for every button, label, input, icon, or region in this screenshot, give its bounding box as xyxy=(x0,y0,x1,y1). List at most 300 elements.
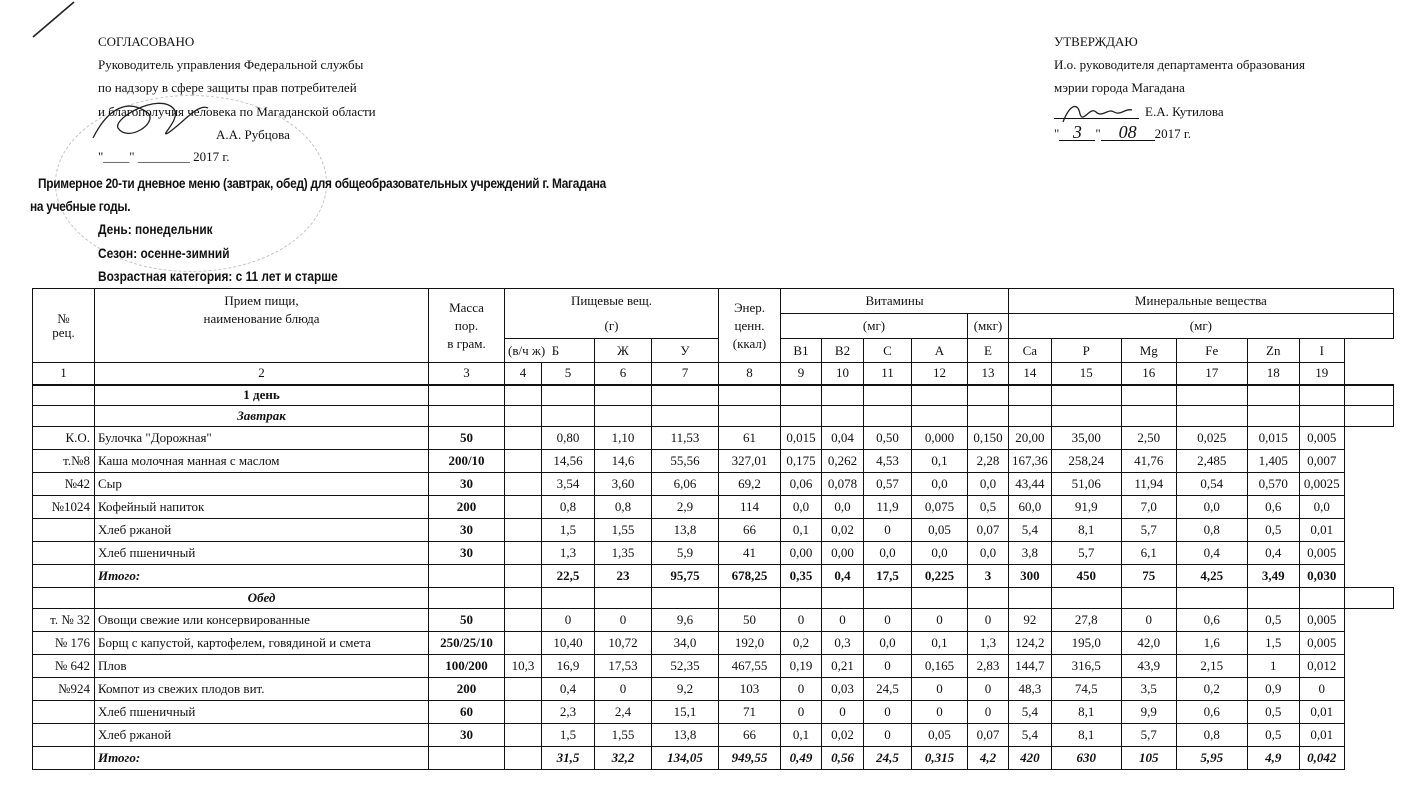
total-c: 24,5 xyxy=(864,747,912,770)
value-vch xyxy=(505,542,542,565)
value-i: 0,01 xyxy=(1299,701,1344,724)
column-number: 1 xyxy=(33,363,95,385)
value-kcal: 192,0 xyxy=(719,632,781,655)
header-fe: Fe xyxy=(1176,339,1247,363)
value-zn: 0,570 xyxy=(1247,473,1299,496)
value-ca: 144,7 xyxy=(1009,655,1052,678)
value-a: 0 xyxy=(912,701,968,724)
value-e: 0,5 xyxy=(968,496,1009,519)
table-row xyxy=(33,724,1394,747)
total-label: Итого: xyxy=(95,565,429,588)
value-kcal: 103 xyxy=(719,678,781,701)
value-b1: 0,175 xyxy=(781,450,822,473)
value-kcal: 71 xyxy=(719,701,781,724)
total-a: 0,225 xyxy=(912,565,968,588)
value-zn: 1 xyxy=(1247,655,1299,678)
empty-cell xyxy=(1121,385,1176,406)
empty-cell xyxy=(33,406,95,427)
value-b: 2,3 xyxy=(542,701,595,724)
header-zh: Ж xyxy=(595,339,652,363)
table-row xyxy=(33,427,1394,450)
empty-cell xyxy=(505,747,542,770)
value-zh: 1,55 xyxy=(595,724,652,747)
recipe-number: №42 xyxy=(33,473,95,496)
total-zn: 3,49 xyxy=(1247,565,1299,588)
value-i: 0,005 xyxy=(1299,609,1344,632)
empty-cell xyxy=(505,588,542,609)
empty-cell xyxy=(1247,588,1299,609)
value-b2: 0 xyxy=(822,701,864,724)
value-a: 0,0 xyxy=(912,473,968,496)
table-row xyxy=(33,609,1394,632)
total-mg: 75 xyxy=(1121,565,1176,588)
value-b1: 0,015 xyxy=(781,427,822,450)
total-zh: 23 xyxy=(595,565,652,588)
total-i: 0,042 xyxy=(1299,747,1344,770)
total-b: 22,5 xyxy=(542,565,595,588)
value-mg: 5,7 xyxy=(1121,519,1176,542)
value-p: 8,1 xyxy=(1051,519,1121,542)
value-b: 1,3 xyxy=(542,542,595,565)
day-row xyxy=(33,385,1394,406)
portion-mass: 250/25/10 xyxy=(429,632,505,655)
portion-mass: 30 xyxy=(429,519,505,542)
value-u: 13,8 xyxy=(652,724,719,747)
total-ca: 420 xyxy=(1009,747,1052,770)
column-number: 15 xyxy=(1051,363,1121,385)
value-b2: 0,03 xyxy=(822,678,864,701)
total-u: 134,05 xyxy=(652,747,719,770)
total-mg: 105 xyxy=(1121,747,1176,770)
total-b1: 0,35 xyxy=(781,565,822,588)
value-kcal: 41 xyxy=(719,542,781,565)
value-b: 16,9 xyxy=(542,655,595,678)
value-ca: 60,0 xyxy=(1009,496,1052,519)
empty-cell xyxy=(719,588,781,609)
empty-cell xyxy=(822,406,864,427)
value-a: 0,05 xyxy=(912,519,968,542)
total-b: 31,5 xyxy=(542,747,595,770)
value-zn: 0,9 xyxy=(1247,678,1299,701)
value-b2: 0,0 xyxy=(822,496,864,519)
empty-cell xyxy=(1344,588,1393,609)
menu-table xyxy=(32,288,1394,770)
value-fe: 2,15 xyxy=(1176,655,1247,678)
value-a: 0,165 xyxy=(912,655,968,678)
empty-cell xyxy=(719,406,781,427)
total-kcal: 949,55 xyxy=(719,747,781,770)
value-u: 9,2 xyxy=(652,678,719,701)
column-number: 10 xyxy=(822,363,864,385)
value-c: 24,5 xyxy=(864,678,912,701)
empty-cell xyxy=(1121,406,1176,427)
value-p: 51,06 xyxy=(1051,473,1121,496)
empty-cell xyxy=(1299,406,1344,427)
empty-cell xyxy=(912,385,968,406)
empty-cell xyxy=(912,588,968,609)
value-i: 0,005 xyxy=(1299,427,1344,450)
portion-mass: 200 xyxy=(429,678,505,701)
column-number: 8 xyxy=(719,363,781,385)
empty-cell xyxy=(429,565,505,588)
value-mg: 3,5 xyxy=(1121,678,1176,701)
header-ca: Ca xyxy=(1009,339,1052,363)
value-i: 0,005 xyxy=(1299,542,1344,565)
empty-cell xyxy=(505,385,542,406)
value-kcal: 66 xyxy=(719,724,781,747)
value-ca: 43,44 xyxy=(1009,473,1052,496)
date-day: 3 xyxy=(1059,124,1095,141)
value-u: 9,6 xyxy=(652,609,719,632)
column-number: 7 xyxy=(652,363,719,385)
column-number-row xyxy=(33,363,1394,385)
empty-cell xyxy=(652,588,719,609)
empty-cell xyxy=(1009,406,1052,427)
header-b1: B1 xyxy=(781,339,822,363)
season-label: Сезон: осенне-зимний xyxy=(98,246,230,261)
value-zh: 2,4 xyxy=(595,701,652,724)
header-rec-no: № рец. xyxy=(33,289,95,363)
portion-mass: 100/200 xyxy=(429,655,505,678)
pen-stroke-mark xyxy=(30,0,80,40)
value-a: 0,1 xyxy=(912,632,968,655)
value-fe: 1,6 xyxy=(1176,632,1247,655)
value-zn: 1,405 xyxy=(1247,450,1299,473)
approval-right-heading: УТВЕРЖДАЮ xyxy=(1054,34,1138,49)
header-nutrients-unit: (г) xyxy=(505,314,719,339)
value-mg: 11,94 xyxy=(1121,473,1176,496)
header-minerals-unit: (мг) xyxy=(1009,314,1394,339)
empty-cell xyxy=(652,406,719,427)
header-energy: Энер. ценн. (ккал) xyxy=(719,289,781,363)
value-zn: 0,5 xyxy=(1247,724,1299,747)
empty-cell xyxy=(1247,406,1299,427)
value-fe: 0,8 xyxy=(1176,724,1247,747)
approval-left-line: и благополучия человека по Магаданской области xyxy=(98,104,376,119)
column-number: 11 xyxy=(864,363,912,385)
dish-name: Овощи свежие или консервированные xyxy=(95,609,429,632)
empty-cell xyxy=(1051,385,1121,406)
value-i: 0 xyxy=(1299,678,1344,701)
empty-cell xyxy=(864,588,912,609)
value-mg: 9,9 xyxy=(1121,701,1176,724)
value-u: 15,1 xyxy=(652,701,719,724)
value-ca: 167,36 xyxy=(1009,450,1052,473)
empty-cell xyxy=(1344,406,1393,427)
value-b1: 0 xyxy=(781,701,822,724)
dish-name: Борщ с капустой, картофелем, говядиной и смета xyxy=(95,632,429,655)
empty-cell xyxy=(1121,588,1176,609)
value-zn: 0,6 xyxy=(1247,496,1299,519)
dish-name: Кофейный напиток xyxy=(95,496,429,519)
value-fe: 0,8 xyxy=(1176,519,1247,542)
value-c: 0,57 xyxy=(864,473,912,496)
value-b: 0,4 xyxy=(542,678,595,701)
value-e: 0,07 xyxy=(968,724,1009,747)
value-fe: 2,485 xyxy=(1176,450,1247,473)
value-vch xyxy=(505,724,542,747)
dish-name: Хлеб пшеничный xyxy=(95,701,429,724)
empty-cell xyxy=(822,588,864,609)
value-ca: 5,4 xyxy=(1009,701,1052,724)
empty-cell xyxy=(864,385,912,406)
total-b2: 0,4 xyxy=(822,565,864,588)
day-row-label: 1 день xyxy=(95,385,429,406)
value-a: 0,000 xyxy=(912,427,968,450)
value-b1: 0 xyxy=(781,609,822,632)
value-b1: 0,1 xyxy=(781,519,822,542)
header-c: C xyxy=(864,339,912,363)
date-month: 08 xyxy=(1101,124,1155,141)
value-a: 0 xyxy=(912,609,968,632)
column-number: 18 xyxy=(1247,363,1299,385)
value-p: 316,5 xyxy=(1051,655,1121,678)
value-i: 0,01 xyxy=(1299,519,1344,542)
value-b: 0,80 xyxy=(542,427,595,450)
value-b2: 0 xyxy=(822,609,864,632)
value-b1: 0 xyxy=(781,678,822,701)
header-minerals: Минеральные вещества xyxy=(1009,289,1394,314)
value-p: 8,1 xyxy=(1051,701,1121,724)
total-fe: 5,95 xyxy=(1176,747,1247,770)
header-nutrients: Пищевые вещ. xyxy=(505,289,719,314)
approval-left-line: по надзору в сфере защиты прав потребителей xyxy=(98,80,357,95)
value-zh: 0 xyxy=(595,678,652,701)
column-number: 6 xyxy=(595,363,652,385)
value-i: 0,005 xyxy=(1299,632,1344,655)
value-kcal: 467,55 xyxy=(719,655,781,678)
empty-cell xyxy=(33,588,95,609)
value-p: 35,00 xyxy=(1051,427,1121,450)
approval-right-line: И.о. руководителя департамента образования xyxy=(1054,57,1305,72)
value-b: 3,54 xyxy=(542,473,595,496)
value-c: 0 xyxy=(864,701,912,724)
empty-cell xyxy=(1176,385,1247,406)
empty-cell xyxy=(968,385,1009,406)
value-vch xyxy=(505,678,542,701)
header-mg: Mg xyxy=(1121,339,1176,363)
value-u: 13,8 xyxy=(652,519,719,542)
recipe-number: № 176 xyxy=(33,632,95,655)
header-vitamins-unit-mcg: (мкг) xyxy=(968,314,1009,339)
empty-cell xyxy=(542,588,595,609)
value-b: 10,40 xyxy=(542,632,595,655)
age-category-label: Возрастная категория: с 11 лет и старше xyxy=(98,269,338,284)
column-number: 12 xyxy=(912,363,968,385)
dish-name: Компот из свежих плодов вит. xyxy=(95,678,429,701)
value-p: 74,5 xyxy=(1051,678,1121,701)
value-c: 0,0 xyxy=(864,542,912,565)
empty-cell xyxy=(1009,588,1052,609)
value-mg: 43,9 xyxy=(1121,655,1176,678)
value-ca: 92 xyxy=(1009,609,1052,632)
value-e: 1,3 xyxy=(968,632,1009,655)
table-row xyxy=(33,701,1394,724)
total-ca: 300 xyxy=(1009,565,1052,588)
document-title-line2: на учебные годы. xyxy=(30,199,131,214)
value-i: 0,012 xyxy=(1299,655,1344,678)
value-e: 0,150 xyxy=(968,427,1009,450)
approval-left-heading: СОГЛАСОВАНО xyxy=(98,34,195,49)
portion-mass: 200/10 xyxy=(429,450,505,473)
table-row xyxy=(33,678,1394,701)
header-zn: Zn xyxy=(1247,339,1299,363)
recipe-number: №924 xyxy=(33,678,95,701)
value-b1: 0,19 xyxy=(781,655,822,678)
table-row xyxy=(33,542,1394,565)
section-row-label: Обед xyxy=(95,588,429,609)
value-e: 0 xyxy=(968,701,1009,724)
value-u: 52,35 xyxy=(652,655,719,678)
approval-left-date: "____" ________ 2017 г. xyxy=(98,149,230,164)
empty-cell xyxy=(595,406,652,427)
total-b2: 0,56 xyxy=(822,747,864,770)
value-b1: 0,06 xyxy=(781,473,822,496)
empty-cell xyxy=(1051,588,1121,609)
recipe-number: № 642 xyxy=(33,655,95,678)
empty-cell xyxy=(968,406,1009,427)
column-number: 4 xyxy=(505,363,542,385)
value-mg: 6,1 xyxy=(1121,542,1176,565)
value-u: 55,56 xyxy=(652,450,719,473)
value-ca: 20,00 xyxy=(1009,427,1052,450)
column-number: 3 xyxy=(429,363,505,385)
recipe-number xyxy=(33,519,95,542)
value-vch xyxy=(505,450,542,473)
total-u: 95,75 xyxy=(652,565,719,588)
recipe-number: К.О. xyxy=(33,427,95,450)
dish-name: Плов xyxy=(95,655,429,678)
value-kcal: 50 xyxy=(719,609,781,632)
value-e: 0,0 xyxy=(968,473,1009,496)
empty-cell xyxy=(33,747,95,770)
empty-cell xyxy=(1176,406,1247,427)
table-row xyxy=(33,632,1394,655)
empty-cell xyxy=(505,565,542,588)
empty-cell xyxy=(429,588,505,609)
value-c: 0 xyxy=(864,519,912,542)
dish-name: Каша молочная манная с маслом xyxy=(95,450,429,473)
empty-cell xyxy=(1299,385,1344,406)
value-fe: 0,0 xyxy=(1176,496,1247,519)
value-mg: 0 xyxy=(1121,609,1176,632)
value-e: 2,28 xyxy=(968,450,1009,473)
date-year: 2017 г. xyxy=(1154,126,1191,141)
header-u: У xyxy=(652,339,719,363)
header-i: I xyxy=(1299,339,1344,363)
value-b2: 0,00 xyxy=(822,542,864,565)
value-p: 8,1 xyxy=(1051,724,1121,747)
empty-cell xyxy=(542,406,595,427)
value-b: 1,5 xyxy=(542,724,595,747)
empty-cell xyxy=(1176,588,1247,609)
recipe-number xyxy=(33,724,95,747)
value-kcal: 327,01 xyxy=(719,450,781,473)
value-b2: 0,04 xyxy=(822,427,864,450)
empty-cell xyxy=(781,406,822,427)
value-zh: 17,53 xyxy=(595,655,652,678)
value-b1: 0,2 xyxy=(781,632,822,655)
value-zh: 0 xyxy=(595,609,652,632)
day-label: День: понедельник xyxy=(98,222,213,237)
empty-cell xyxy=(33,385,95,406)
portion-mass: 30 xyxy=(429,724,505,747)
dish-name: Хлеб пшеничный xyxy=(95,542,429,565)
dish-name: Булочка "Дорожная" xyxy=(95,427,429,450)
column-number: 2 xyxy=(95,363,429,385)
header-e: E xyxy=(968,339,1009,363)
value-vch xyxy=(505,473,542,496)
value-p: 258,24 xyxy=(1051,450,1121,473)
value-e: 0 xyxy=(968,678,1009,701)
value-zn: 0,5 xyxy=(1247,609,1299,632)
empty-cell xyxy=(1009,385,1052,406)
value-b: 14,56 xyxy=(542,450,595,473)
empty-cell xyxy=(864,406,912,427)
recipe-number: т. № 32 xyxy=(33,609,95,632)
total-c: 17,5 xyxy=(864,565,912,588)
approval-right-signatory: Е.А. Кутилова xyxy=(1145,104,1224,119)
empty-cell xyxy=(968,588,1009,609)
value-zh: 14,6 xyxy=(595,450,652,473)
value-zn: 0,4 xyxy=(1247,542,1299,565)
value-b: 0 xyxy=(542,609,595,632)
value-vch xyxy=(505,701,542,724)
recipe-number xyxy=(33,701,95,724)
value-b2: 0,3 xyxy=(822,632,864,655)
value-fe: 0,2 xyxy=(1176,678,1247,701)
value-b2: 0,078 xyxy=(822,473,864,496)
table-row xyxy=(33,450,1394,473)
total-e: 4,2 xyxy=(968,747,1009,770)
value-vch xyxy=(505,519,542,542)
empty-cell xyxy=(542,385,595,406)
dish-name: Хлеб ржаной xyxy=(95,724,429,747)
value-a: 0,05 xyxy=(912,724,968,747)
value-zh: 3,60 xyxy=(595,473,652,496)
value-ca: 5,4 xyxy=(1009,519,1052,542)
empty-cell xyxy=(781,588,822,609)
value-c: 0 xyxy=(864,655,912,678)
recipe-number: т.№8 xyxy=(33,450,95,473)
value-vch xyxy=(505,632,542,655)
empty-cell xyxy=(652,385,719,406)
header-vch-b: (в/ч ж) Б xyxy=(505,339,595,363)
value-b2: 0,02 xyxy=(822,724,864,747)
value-e: 0,0 xyxy=(968,542,1009,565)
value-p: 5,7 xyxy=(1051,542,1121,565)
value-b: 1,5 xyxy=(542,519,595,542)
value-i: 0,0025 xyxy=(1299,473,1344,496)
total-label: Итого: xyxy=(95,747,429,770)
portion-mass: 50 xyxy=(429,609,505,632)
value-ca: 3,8 xyxy=(1009,542,1052,565)
table-row xyxy=(33,496,1394,519)
value-c: 0 xyxy=(864,609,912,632)
value-c: 0,50 xyxy=(864,427,912,450)
value-vch xyxy=(505,609,542,632)
value-i: 0,007 xyxy=(1299,450,1344,473)
value-a: 0,1 xyxy=(912,450,968,473)
column-number: 13 xyxy=(968,363,1009,385)
value-vch xyxy=(505,427,542,450)
value-u: 6,06 xyxy=(652,473,719,496)
value-u: 5,9 xyxy=(652,542,719,565)
total-e: 3 xyxy=(968,565,1009,588)
value-ca: 5,4 xyxy=(1009,724,1052,747)
value-b1: 0,00 xyxy=(781,542,822,565)
empty-cell xyxy=(912,406,968,427)
